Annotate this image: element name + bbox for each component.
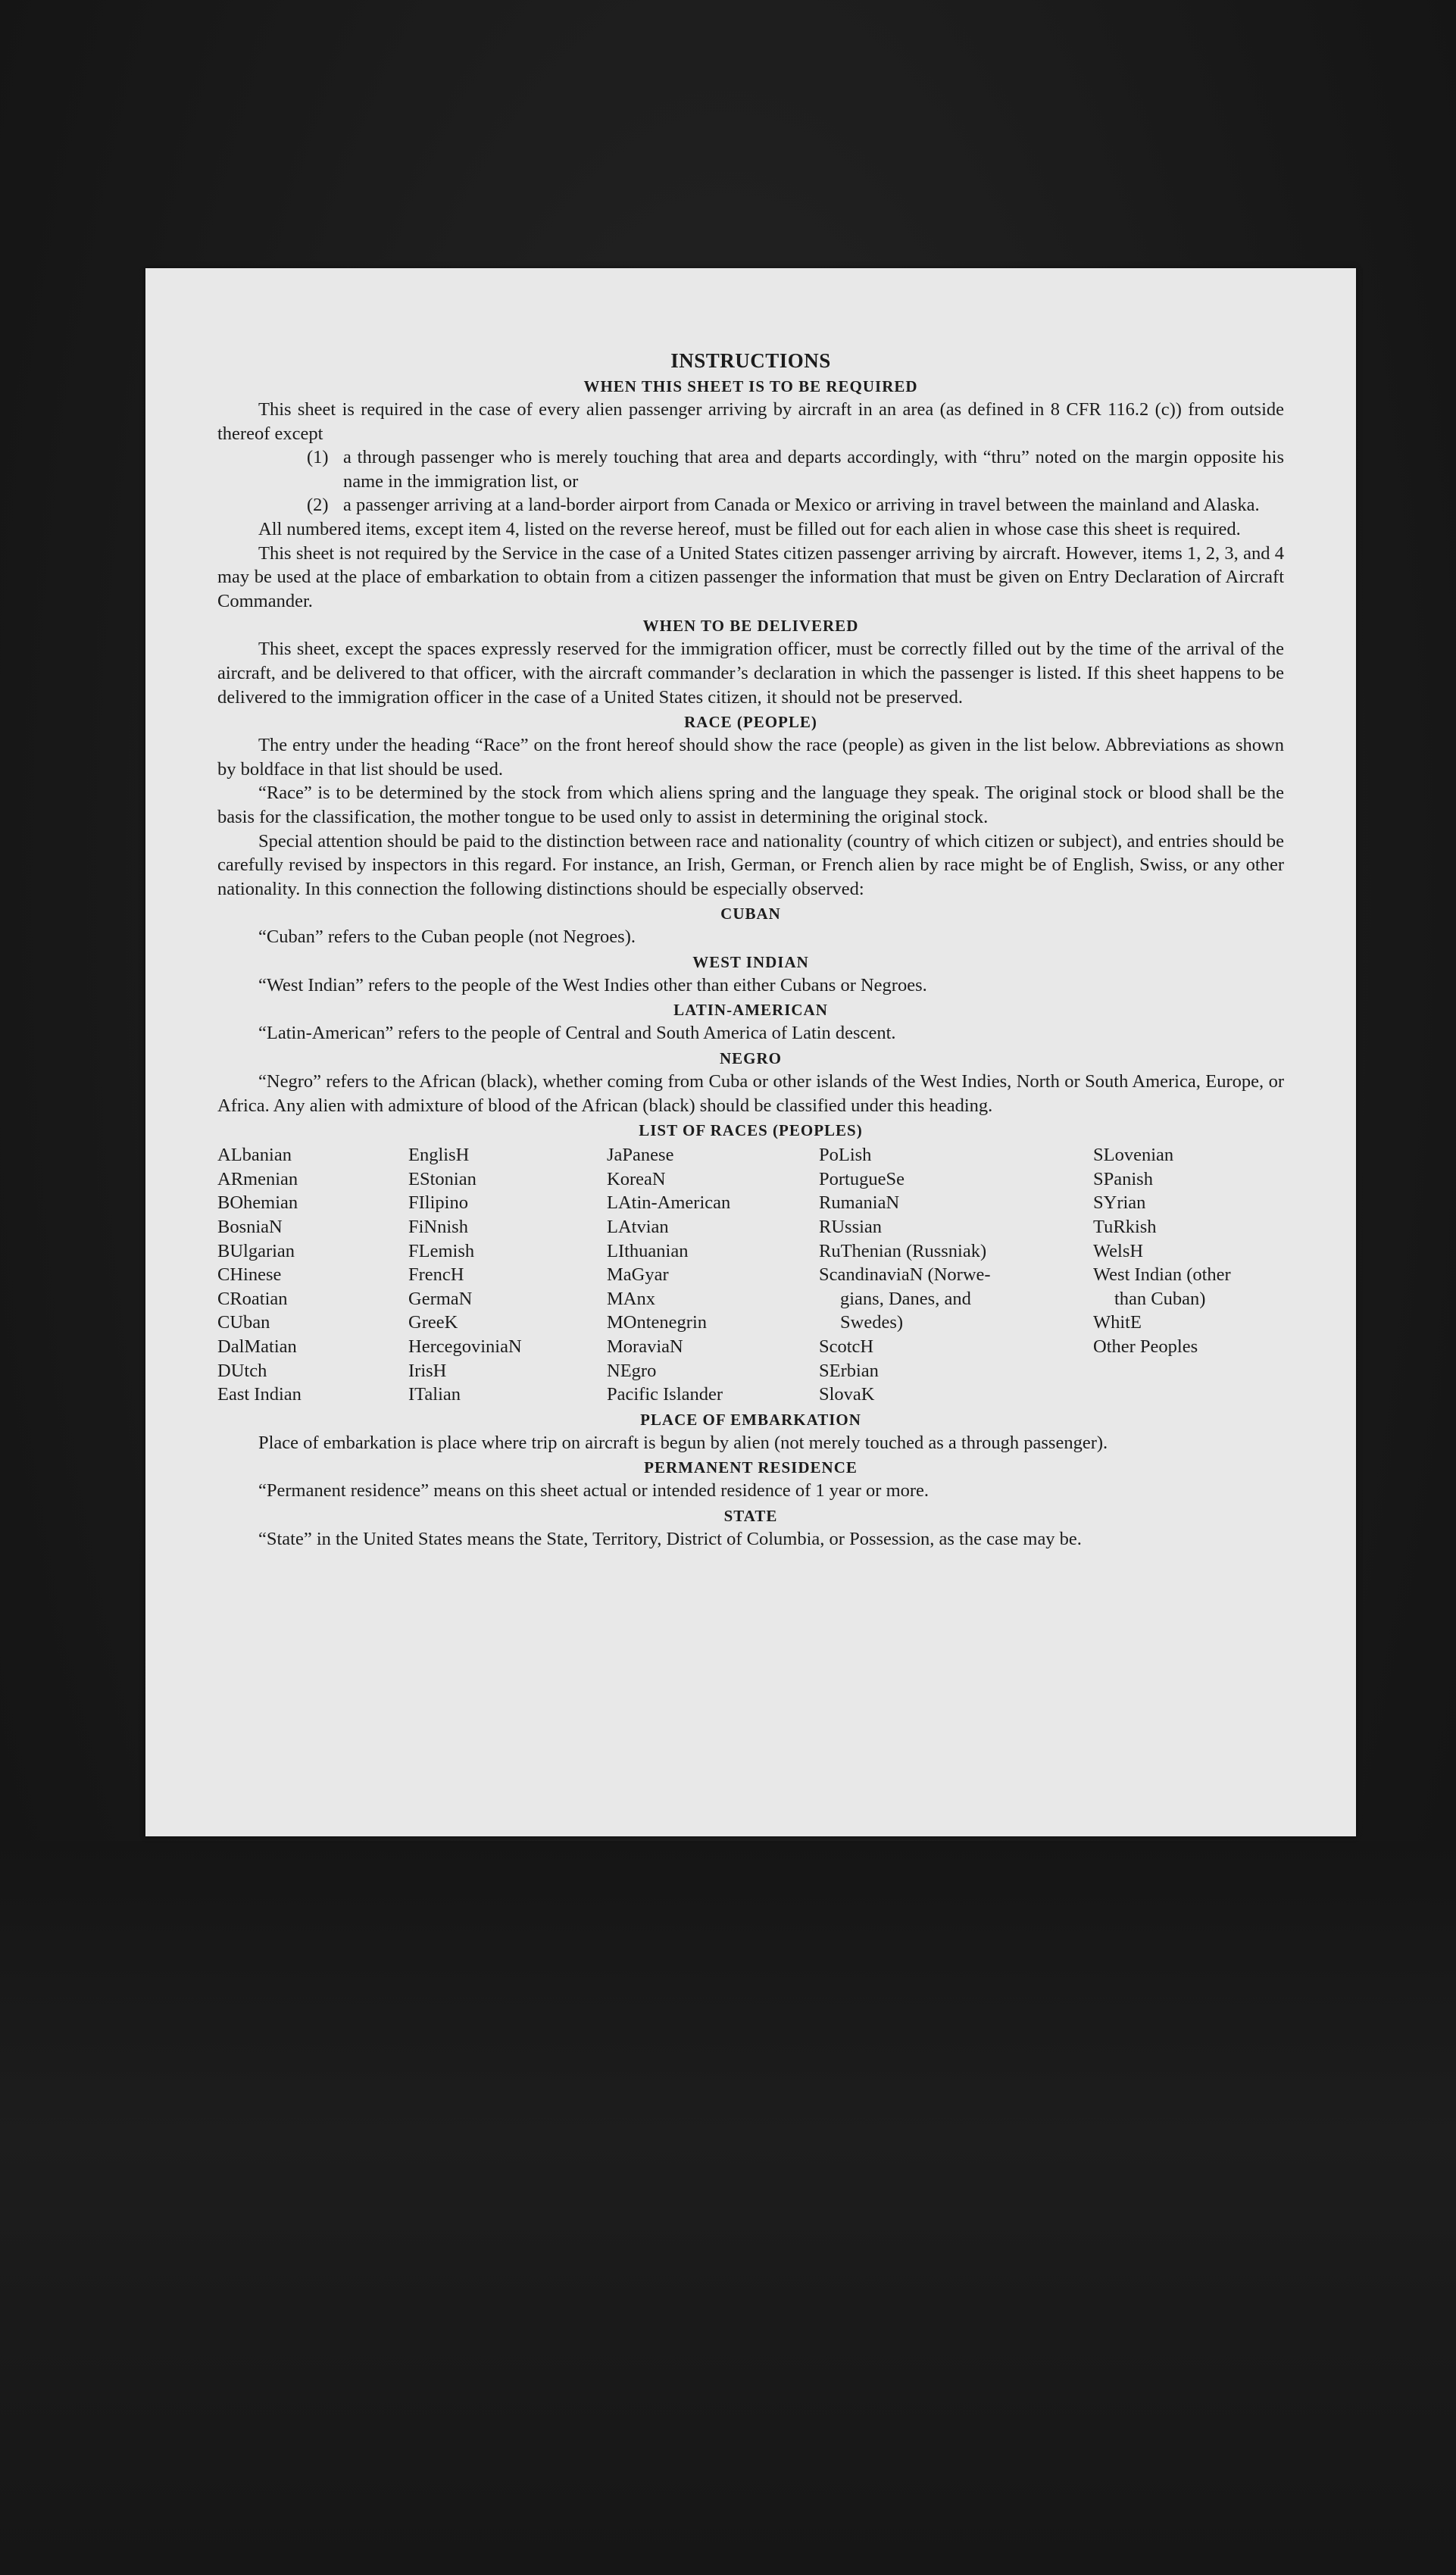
- race-entry: DUtch: [217, 1360, 267, 1381]
- race-paragraph-2: “Race” is to be determined by the stock from which aliens spring and the language they speak. The original stock or blood shall be the basis for the classification, the mother tongue to be used only to assist in determining the original stock.: [217, 783, 1284, 827]
- race-entry: MoraviaN: [607, 1336, 683, 1357]
- races-column-4: [819, 1143, 1093, 1407]
- race-entry: PoLish: [819, 1145, 872, 1166]
- race-entry: CUban: [217, 1312, 270, 1333]
- when-required-paragraph-3: This sheet is not required by the Service in the case of a United States citizen passenger arriving by aircraft. However, items 1, 2, 3, and 4 may be used at the place of embarkation to obtain from a citizen passenger the information that must be given on Entry Declaration of Aircraft Commander.: [217, 542, 1284, 611]
- heading-when-required: WHEN THIS SHEET IS TO BE REQUIRED: [583, 377, 918, 395]
- race-entry-continued: gians, Danes, and: [840, 1288, 971, 1309]
- race-entry: NEgro: [607, 1360, 657, 1381]
- race-entry: FrencH: [408, 1264, 464, 1286]
- race-entry: SYrian: [1093, 1192, 1146, 1214]
- race-entry: DalMatian: [217, 1336, 297, 1357]
- race-entry: GreeK: [408, 1312, 458, 1333]
- race-entry: West Indian (other: [1093, 1264, 1231, 1286]
- exception-item-text: a through passenger who is merely touching that area and departs accordingly, with “thru” noted on the margin opposite his name in the immigration list, or: [343, 447, 1284, 492]
- race-entry: RuThenian (Russniak): [819, 1240, 987, 1261]
- race-entry: ALbanian: [217, 1145, 292, 1166]
- race-entry: CHinese: [217, 1264, 282, 1286]
- instructions-content: [217, 348, 1284, 1552]
- when-required-paragraph-2: All numbered items, except item 4, listed on the reverse hereof, must be filled out for each alien in whose case this sheet is required.: [258, 518, 1241, 539]
- race-entry: Other Peoples: [1093, 1336, 1198, 1357]
- race-entry: RUssian: [819, 1217, 883, 1238]
- race-entry: JaPanese: [607, 1145, 674, 1166]
- west-indian-paragraph: “West Indian” refers to the people of the West Indies other than either Cubans or Negroes.: [258, 974, 927, 995]
- race-entry: SPanish: [1093, 1168, 1153, 1189]
- microfilm-lower-area: [0, 1841, 1456, 2575]
- race-entry: TuRkish: [1093, 1217, 1157, 1238]
- race-entry: ARmenian: [217, 1168, 298, 1189]
- race-entry: LIthuanian: [607, 1240, 689, 1261]
- race-entry: WhitE: [1093, 1312, 1142, 1333]
- race-entry: SlovaK: [819, 1384, 875, 1405]
- race-paragraph-1: The entry under the heading “Race” on the front hereof should show the race (people) as given in the list below. Abbreviations as shown by boldface in that list should be used.: [217, 735, 1284, 780]
- heading-state: STATE: [723, 1506, 778, 1525]
- race-entry: CRoatian: [217, 1288, 288, 1309]
- races-column-3: [607, 1143, 819, 1407]
- heading-cuban: CUBAN: [720, 905, 781, 923]
- heading-latin-american: LATIN-AMERICAN: [673, 1001, 828, 1020]
- document-page: [145, 268, 1356, 1836]
- race-entry: BOhemian: [217, 1192, 298, 1214]
- state-paragraph: “State” in the United States means the State, Territory, District of Columbia, or Possession, as the case may be.: [258, 1528, 1082, 1549]
- race-entry: MaGyar: [607, 1264, 669, 1286]
- race-entry: ScandinaviaN (Norwe-: [819, 1264, 991, 1286]
- race-entry: MOntenegrin: [607, 1312, 707, 1333]
- race-paragraph-3: Special attention should be paid to the distinction between race and nationality (country of which citizen or subject), and entries should be carefully revised by inspectors in this regard. For instance, an Irish, German, or French alien by race might be of English, Swiss, or any other nationality. In this connection the following distinctions should be especially observed:: [217, 830, 1284, 899]
- permanent-residence-paragraph: “Permanent residence” means on this sheet actual or intended residence of 1 year or more.: [258, 1480, 930, 1502]
- race-entry: MAnx: [607, 1288, 655, 1309]
- heading-negro: NEGRO: [719, 1049, 782, 1068]
- race-entry: FIlipino: [408, 1192, 468, 1214]
- heading-when-delivered: WHEN TO BE DELIVERED: [642, 617, 859, 636]
- races-column-5: [1093, 1143, 1284, 1407]
- latin-american-paragraph: “Latin-American” refers to the people of Central and South America of Latin descent.: [258, 1023, 896, 1044]
- embarkation-paragraph: Place of embarkation is place where trip on aircraft is begun by alien (not merely touched as a through passenger).: [258, 1432, 1108, 1453]
- races-column-1: [217, 1143, 408, 1407]
- exception-item-number: (1): [307, 447, 329, 468]
- when-delivered-paragraph: This sheet, except the spaces expressly reserved for the immigration officer, must be correctly filled out by the time of the arrival of the aircraft, and be delivered to that officer, with the aircraft commander’s declaration in which the passenger is listed. If this sheet happens to be delivered to the immigration officer in the case of a United States citizen, it should not be preserved.: [217, 639, 1284, 708]
- race-entry: HercegoviniaN: [408, 1336, 522, 1357]
- heading-permanent-residence: PERMANENT RESIDENCE: [644, 1458, 858, 1477]
- race-entry: FiNnish: [408, 1217, 468, 1238]
- page-title: INSTRUCTIONS: [670, 349, 831, 372]
- heading-embarkation: PLACE OF EMBARKATION: [640, 1410, 861, 1429]
- exception-item-text: a passenger arriving at a land-border airport from Canada or Mexico or arriving in travel between the mainland and Alaska.: [343, 495, 1260, 516]
- race-entry: BosniaN: [217, 1217, 283, 1238]
- negro-paragraph: “Negro” refers to the African (black), whether coming from Cuba or other islands of the West Indies, North or South America, Europe, or Africa. Any alien with admixture of blood of the African (black) should be classified under this heading.: [217, 1071, 1284, 1116]
- heading-races-list: LIST OF RACES (PEOPLES): [639, 1121, 863, 1140]
- exception-item-2: [307, 493, 1284, 517]
- race-entry: SErbian: [819, 1360, 879, 1381]
- race-entry: WelsH: [1093, 1240, 1144, 1261]
- race-entry: RumaniaN: [819, 1192, 900, 1214]
- race-entry: PortugueSe: [819, 1168, 905, 1189]
- race-entry: LAtvian: [607, 1217, 669, 1238]
- heading-west-indian: WEST INDIAN: [692, 952, 809, 971]
- race-entry-continued: than Cuban): [1114, 1288, 1206, 1309]
- heading-race: RACE (PEOPLE): [684, 713, 817, 732]
- races-column-2: [408, 1143, 607, 1407]
- race-entry: LAtin-American: [607, 1192, 731, 1214]
- race-entry: East Indian: [217, 1384, 302, 1405]
- race-entry: KoreaN: [607, 1168, 666, 1189]
- race-entry: IrisH: [408, 1360, 447, 1381]
- race-entry: EnglisH: [408, 1145, 470, 1166]
- race-entry: SLovenian: [1093, 1145, 1174, 1166]
- exception-item-1: [307, 445, 1284, 493]
- race-entry: ScotcH: [819, 1336, 874, 1357]
- race-entry: FLemish: [408, 1240, 475, 1261]
- cuban-paragraph: “Cuban” refers to the Cuban people (not Negroes).: [258, 927, 636, 948]
- race-entry: ITalian: [408, 1384, 461, 1405]
- race-entry: GermaN: [408, 1288, 473, 1309]
- race-entry-continued: Swedes): [840, 1312, 904, 1333]
- race-entry: EStonian: [408, 1168, 476, 1189]
- exception-item-number: (2): [307, 495, 329, 516]
- when-required-paragraph-1: This sheet is required in the case of every alien passenger arriving by aircraft in an area (as defined in 8 CFR 116.2 (c)) from outside thereof except: [217, 399, 1284, 444]
- race-entry: Pacific Islander: [607, 1384, 723, 1405]
- races-list: [217, 1143, 1284, 1407]
- race-entry: BUlgarian: [217, 1240, 295, 1261]
